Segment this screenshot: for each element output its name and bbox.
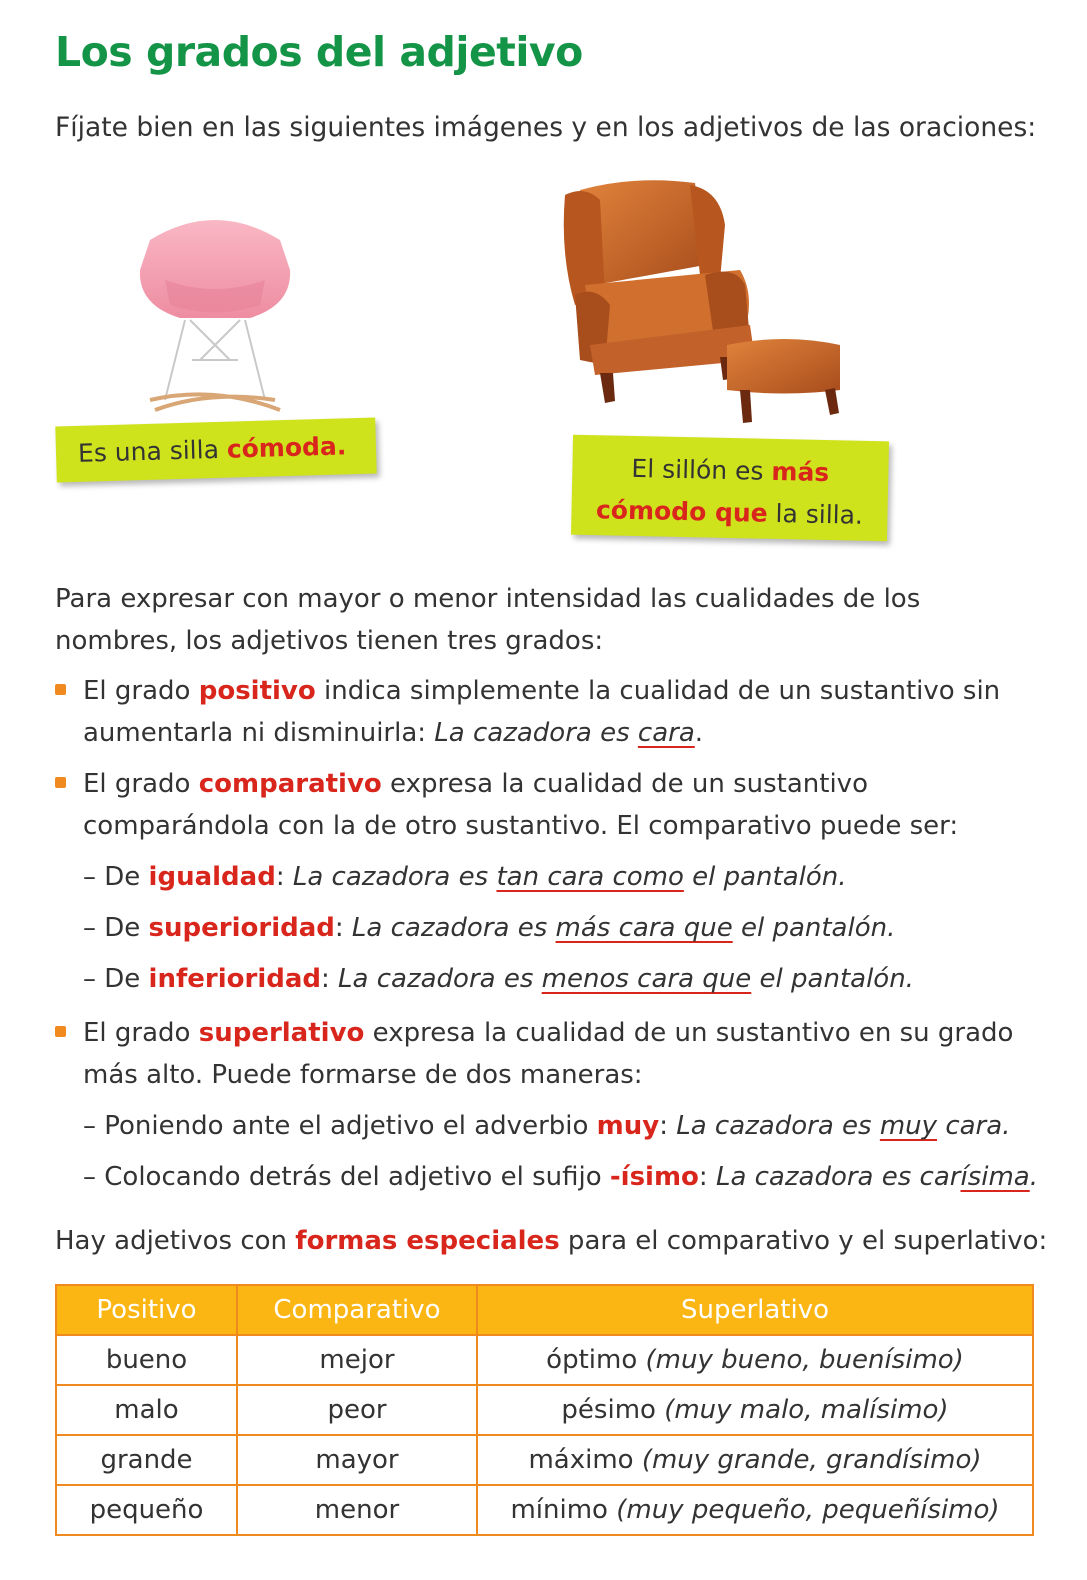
caption-armchair bbox=[571, 435, 889, 542]
bullet-superlative-pre: El grado bbox=[83, 1018, 199, 1048]
cell-positivo: bueno bbox=[56, 1335, 237, 1385]
term-comparativo: comparativo bbox=[198, 769, 382, 799]
table-row bbox=[56, 1435, 1033, 1485]
cell-comparativo: mayor bbox=[237, 1435, 477, 1485]
header-comparativo: Comparativo bbox=[237, 1285, 477, 1335]
example-underlined: más cara que bbox=[555, 913, 733, 943]
dash-text: – Colocando detrás del adjetivo el sufijo bbox=[83, 1162, 610, 1192]
example-underlined: menos cara que bbox=[541, 964, 752, 994]
bullet-superlative-text: expresa la cualidad de un sustantivo en su grado más alto. Puede formarse de dos maneras: bbox=[83, 1018, 1014, 1090]
term-isimo: -ísimo bbox=[609, 1162, 699, 1192]
table-row bbox=[56, 1335, 1033, 1385]
example-positive-underlined: cara bbox=[637, 718, 695, 748]
example-underlined: muy bbox=[879, 1111, 938, 1141]
header-positivo: Positivo bbox=[56, 1285, 237, 1335]
superlative-form: óptimo bbox=[546, 1345, 638, 1375]
cell-superlativo bbox=[477, 1335, 1033, 1385]
caption-armchair-text-end: la silla. bbox=[767, 498, 864, 530]
example-text: La cazadora es bbox=[351, 913, 556, 943]
example-text-end: cara. bbox=[937, 1111, 1011, 1141]
comparative-equality bbox=[83, 856, 1063, 898]
special-post: para el comparativo y el superlativo: bbox=[559, 1226, 1048, 1256]
separator: : bbox=[321, 964, 339, 994]
bullet-square-icon bbox=[55, 777, 66, 788]
term-superioridad: superioridad bbox=[148, 913, 335, 943]
special-forms-table bbox=[55, 1284, 1034, 1536]
bullet-positive-pre: El grado bbox=[83, 676, 199, 706]
leather-armchair-with-footstool-image bbox=[555, 175, 855, 440]
cell-comparativo: mejor bbox=[237, 1335, 477, 1385]
dash-text: – Poniendo ante el adjetivo el adverbio bbox=[83, 1111, 597, 1141]
example-text-end: . bbox=[1029, 1162, 1038, 1192]
bullet-comparative-pre: El grado bbox=[83, 769, 199, 799]
superlative-alt: (muy malo, malísimo) bbox=[655, 1395, 949, 1425]
caption-chair-adjective: cómoda bbox=[226, 431, 338, 464]
dash-text: – De bbox=[83, 862, 149, 892]
example-underlined: ísima bbox=[960, 1162, 1030, 1192]
superlative-isimo bbox=[83, 1156, 1063, 1198]
comparative-inferiority bbox=[83, 958, 1063, 1000]
example-text-end: el pantalón. bbox=[751, 964, 914, 994]
superlative-form: máximo bbox=[528, 1445, 634, 1475]
cell-superlativo bbox=[477, 1435, 1033, 1485]
special-pre: Hay adjetivos con bbox=[55, 1226, 296, 1256]
special-forms-text bbox=[55, 1220, 1047, 1262]
cell-superlativo bbox=[477, 1485, 1033, 1535]
table-header-row bbox=[56, 1285, 1033, 1335]
example-positive: La cazadora es bbox=[434, 718, 638, 748]
cell-positivo: pequeño bbox=[56, 1485, 237, 1535]
example-text: La cazadora es bbox=[292, 862, 497, 892]
bullet-positive-text: indica simplemente la cualidad de un sustantivo sin aumentarla ni disminuirla: bbox=[83, 676, 1001, 748]
table-row bbox=[56, 1485, 1033, 1535]
caption-chair bbox=[55, 418, 376, 483]
example-text: La cazadora es car bbox=[715, 1162, 961, 1192]
cell-positivo: grande bbox=[56, 1435, 237, 1485]
term-igualdad: igualdad bbox=[148, 862, 276, 892]
example-text: La cazadora es bbox=[338, 964, 542, 994]
caption-armchair-adjective-1: más bbox=[771, 456, 830, 488]
separator: : bbox=[659, 1111, 677, 1141]
intro-text: Fíjate bien en las siguientes imágenes y en los adjetivos de las oraciones: bbox=[55, 112, 1037, 143]
comparative-superiority bbox=[83, 907, 1063, 949]
superlative-alt: (muy bueno, buenísimo) bbox=[637, 1345, 964, 1375]
cell-comparativo: menor bbox=[237, 1485, 477, 1535]
dash-text: – De bbox=[83, 913, 149, 943]
pink-rocking-chair-image bbox=[130, 210, 300, 420]
cell-superlativo bbox=[477, 1385, 1033, 1435]
bullet-superlative bbox=[55, 1012, 1055, 1096]
term-positivo: positivo bbox=[198, 676, 316, 706]
cell-positivo: malo bbox=[56, 1385, 237, 1435]
term-formas-especiales: formas especiales bbox=[295, 1226, 560, 1256]
separator: : bbox=[334, 913, 352, 943]
header-superlativo: Superlativo bbox=[477, 1285, 1033, 1335]
dash-text: – De bbox=[83, 964, 149, 994]
bullet-square-icon bbox=[55, 684, 66, 695]
cell-comparativo: peor bbox=[237, 1385, 477, 1435]
example-text: La cazadora es bbox=[676, 1111, 880, 1141]
term-inferioridad: inferioridad bbox=[148, 964, 322, 994]
term-muy: muy bbox=[596, 1111, 660, 1141]
separator: : bbox=[698, 1162, 716, 1192]
bullet-positive bbox=[55, 670, 1055, 754]
caption-armchair-adjective-2: cómodo que bbox=[595, 495, 768, 528]
superlative-alt: (muy grande, grandísimo) bbox=[633, 1445, 982, 1475]
page-title: Los grados del adjetivo bbox=[55, 28, 583, 76]
caption-chair-text: Es una silla bbox=[77, 434, 228, 468]
explanation-paragraph: Para expresar con mayor o menor intensidad las cualidades de los nombres, los adjetivos tienen tres grados: bbox=[55, 584, 921, 656]
example-text-end: el pantalón. bbox=[732, 913, 896, 943]
caption-armchair-text: El sillón es bbox=[631, 453, 772, 486]
bullet-square-icon bbox=[55, 1026, 66, 1037]
example-positive-end: . bbox=[694, 718, 704, 748]
superlative-form: mínimo bbox=[510, 1495, 608, 1525]
table-row bbox=[56, 1385, 1033, 1435]
example-text-end: el pantalón. bbox=[683, 862, 847, 892]
bullet-comparative-text: expresa la cualidad de un sustantivo comparándola con la de otro sustantivo. El comparativo puede ser: bbox=[83, 769, 959, 841]
separator: : bbox=[275, 862, 293, 892]
example-underlined: tan cara como bbox=[496, 862, 684, 892]
superlative-muy bbox=[83, 1105, 1063, 1147]
caption-chair-period: . bbox=[336, 431, 347, 461]
superlative-alt: (muy pequeño, pequeñísimo) bbox=[607, 1495, 1000, 1525]
superlative-form: pésimo bbox=[561, 1395, 656, 1425]
bullet-comparative bbox=[55, 763, 1055, 847]
term-superlativo: superlativo bbox=[198, 1018, 365, 1048]
